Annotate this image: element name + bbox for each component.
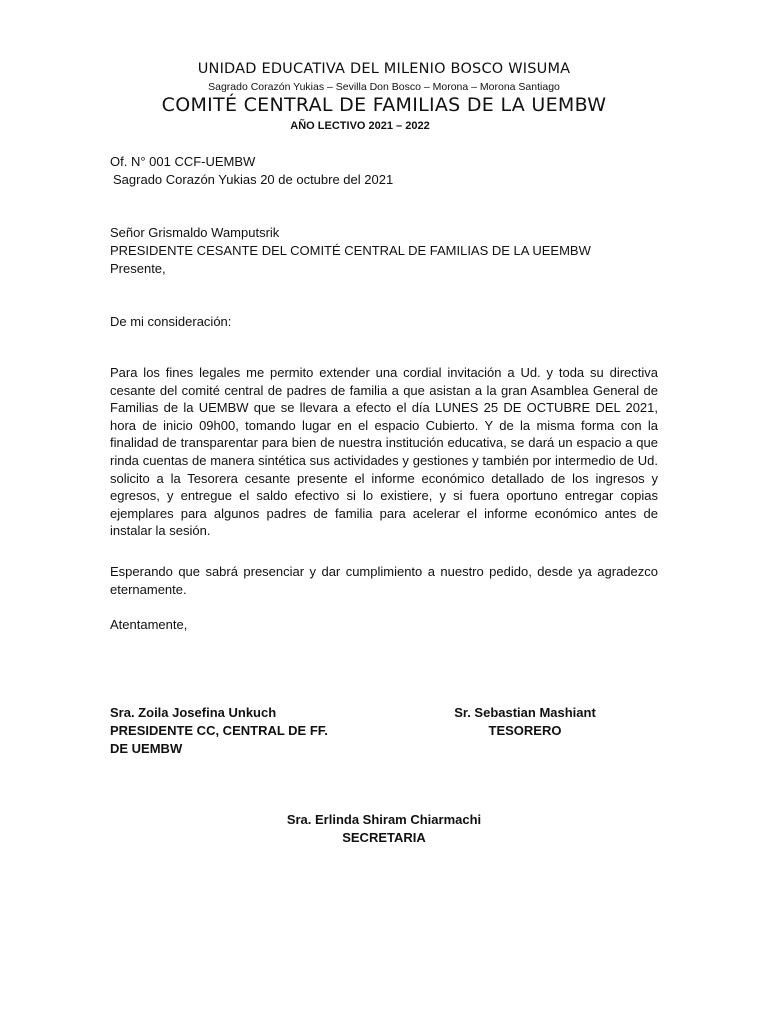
signature-secretary [234,811,534,847]
greeting: De mi consideración: [110,314,232,329]
president-role-line2: DE UEMBW [110,741,183,756]
place-date: Sagrado Corazón Yukias 20 de octubre del 2021 [113,172,394,187]
president-name: Sra. Zoila Josefina Unkuch [110,705,277,720]
secretary-name: Sra. Erlinda Shiram Chiarmachi [286,812,482,827]
recipient-present: Presente, [110,261,166,276]
signature-president [110,704,390,758]
body-paragraph-thanks: Esperando que sabrá presenciar y dar cumplimiento a nuestro pedido, desde ya agradezco eternamente. [110,564,658,597]
recipient-title: PRESIDENTE CESANTE DEL COMITÉ CENTRAL DE FAMILIAS DE LA UEEMBW [110,243,591,258]
closing: Atentamente, [110,617,188,632]
treasurer-name: Sr. Sebastian Mashiant [454,705,596,720]
recipient-name: Señor Grismaldo Wamputsrik [110,225,280,240]
office-number: Of. N° 001 CCF-UEMBW [110,154,256,169]
school-year: AÑO LECTIVO 2021 – 2022 [290,120,430,132]
body-paragraph-invitation: Para los fines legales me permito extender una cordial invitación a Ud. y toda su directiva cesante del comité central de padres de familia a que asistan a la gran Asamblea General de Familias de la UEMBW que se llevara a efecto el día LUNES 25 DE OCTUBRE DEL 2021, hora de inicio 09h00, tomando lugar en el espacio Cubierto. Y de la misma forma con la finalidad de transparentar para bien de nuestra institución educativa, se dará un espacio a que rinda cuentas de manera sintética sus actividades y gestiones y también por intermedio de Ud. solicito a la Tesorera cesante presente el informe económico detallado de los ingresos y egresos, y entregue el saldo efectivo si lo existiere, y si fuera oportuno entregar copias ejemplares para algunos padres de familia para acelerar el informe económico antes de instalar la sesión. [110,365,658,539]
president-role-line1: PRESIDENTE CC, CENTRAL DE FF. [110,723,328,738]
treasurer-role: TESORERO [488,723,562,738]
school-name: UNIDAD EDUCATIVA DEL MILENIO BOSCO WISUMA [197,61,571,77]
committee-title: COMITÉ CENTRAL DE FAMILIAS DE LA UEMBW [161,94,607,116]
school-locations: Sagrado Corazón Yukias – Sevilla Don Bosco – Morona – Morona Santiago [208,81,560,93]
secretary-role: SECRETARIA [342,830,426,845]
signature-treasurer [420,704,630,740]
